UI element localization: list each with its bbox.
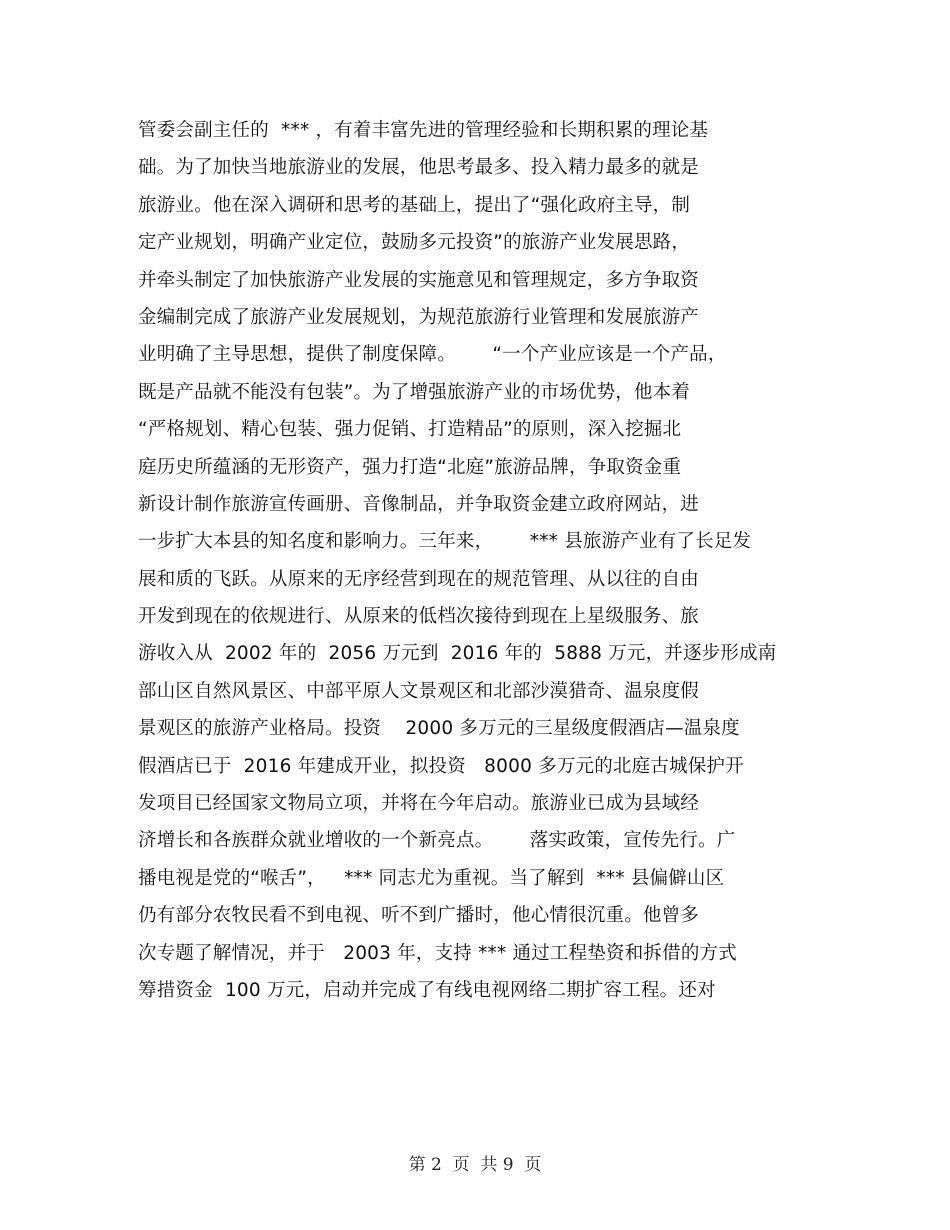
text-line: 旅游业。他在深入调研和思考的基础上，提出了“强化政府主导，制 xyxy=(138,194,691,216)
text-line: “严格规划、精心包装、强力促销、打造精品”的原则，深入挖掘北 xyxy=(138,419,682,441)
text-line: 筹措资金 100 万元，启动并完成了有线电视网络二期扩容工程。还对 xyxy=(138,979,716,1001)
text-line: 定产业规划，明确产业定位，鼓励多元投资”的旅游产业发展思路， xyxy=(138,232,691,254)
text-line: 播电视是党的“喉舌”， *** 同志尤为重视。当了解到 *** 县偏僻山区 xyxy=(138,867,725,889)
text-line: 庭历史所蕴涵的无形资产，强力打造“北庭”旅游品牌，争取资金重 xyxy=(138,456,682,478)
text-line: 新设计制作旅游宣传画册、音像制品，并争取资金建立政府网站，进 xyxy=(138,493,700,515)
text-line: 次专题了解情况，并于 2003 年，支持 *** 通过工程垫资和拆借的方式 xyxy=(138,942,737,964)
text-line: 发项目已经国家文物局立项，并将在今年启动。旅游业已成为县域经 xyxy=(138,793,700,815)
text-line: 础。为了加快当地旅游业的发展，他思考最多、投入精力最多的就是 xyxy=(138,157,700,179)
body-text xyxy=(138,112,818,1009)
text-line: 游收入从 2002 年的 2056 万元到 2016 年的 5888 万元，并逐步形成南 xyxy=(138,643,777,665)
text-line: 并牵头制定了加快旅游产业发展的实施意见和管理规定，多方争取资 xyxy=(138,269,700,291)
text-line: 既是产品就不能没有包装”。为了增强旅游产业的市场优势，他本着 xyxy=(138,381,691,403)
text-line: 仍有部分农牧民看不到电视、听不到广播时，他心情很沉重。他曾多 xyxy=(138,905,700,927)
text-line: 开发到现在的依规进行、从原来的低档次接待到现在上星级服务、旅 xyxy=(138,606,700,628)
text-line: 假酒店已于 2016 年建成开业，拟投资 8000 多万元的北庭古城保护开 xyxy=(138,755,744,777)
text-line: 金编制完成了旅游产业发展规划，为规范旅游行业管理和发展旅游产 xyxy=(138,306,700,328)
text-line: 一步扩大本县的知名度和影响力。三年来， *** 县旅游产业有了长足发 xyxy=(138,531,752,553)
text-line: 济增长和各族群众就业增收的一个新亮点。 落实政策，宣传先行。广 xyxy=(138,830,736,852)
text-line: 部山区自然风景区、中部平原人文景观区和北部沙漠猎奇、温泉度假 xyxy=(138,680,700,702)
text-line: 景观区的旅游产业格局。投资 2000 多万元的三星级度假酒店—温泉度 xyxy=(138,718,740,740)
text-line: 展和质的飞跃。从原来的无序经营到现在的规范管理、从以往的自由 xyxy=(138,568,700,590)
text-line: 管委会副主任的 *** ，有着丰富先进的管理经验和长期积累的理论基 xyxy=(138,120,709,141)
page-number-footer: 第 2 页 共 9 页 xyxy=(408,1155,542,1175)
text-line: 业明确了主导思想，提供了制度保障。 “一个产业应该是一个产品， xyxy=(138,344,727,366)
